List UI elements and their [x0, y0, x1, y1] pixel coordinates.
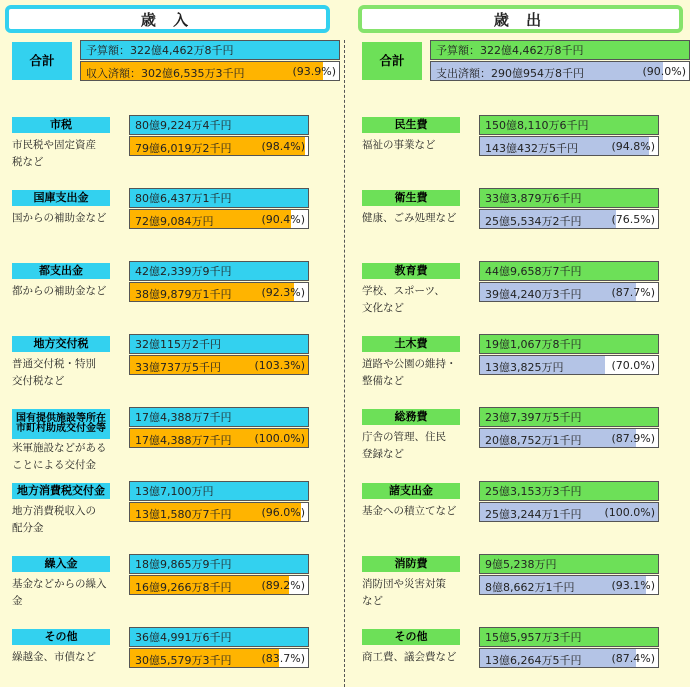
expenditure-item-3: [362, 334, 690, 390]
expenditure-settled-amount: 143億432万5千円: [485, 142, 578, 155]
revenue-budget-bar: 32億115万2千円: [129, 334, 309, 354]
revenue-category-description: 都からの補助金など: [12, 285, 107, 297]
expenditure-budget-bar: 33億3,879万6千円: [479, 188, 659, 208]
expenditure-item-1: [362, 188, 690, 244]
expenditure-category-description: 学校、スポーツ、 文化など: [362, 285, 445, 314]
revenue-category-label: 国庫支出金: [12, 190, 110, 206]
expenditure-settled-bar: [479, 428, 659, 448]
expenditure-settled-bar: [479, 575, 659, 595]
revenue-settled-amount: 16億9,266万8千円: [135, 581, 232, 594]
revenue-settled-amount: 79億6,019万2千円: [135, 142, 232, 155]
expenditure-settled-amount: 20億8,752万1千円: [485, 434, 582, 447]
expenditure-settled-amount: 13億3,825万円: [485, 361, 564, 374]
expenditure-item-0: [362, 115, 690, 171]
expenditure-settled-rate: (76.5%): [611, 213, 655, 226]
revenue-category-description: 基金などからの繰入 金: [12, 578, 107, 607]
revenue-settled-amount: 17億4,388万7千円: [135, 434, 232, 447]
revenue-category-description: 米軍施設などがある ことによる交付金: [12, 442, 107, 471]
revenue-settled-bar: [129, 355, 309, 375]
revenue-settled-rate: (100.0%): [254, 432, 305, 445]
expenditure-settled-amount: 支出済額：290億954万8千円: [436, 67, 584, 80]
revenue-settled-amount: 30億5,579万3千円: [135, 654, 232, 667]
column-divider: [344, 40, 345, 687]
revenue-settled-bar: [129, 282, 309, 302]
revenue-settled-amount: 13億1,580万7千円: [135, 508, 232, 521]
expenditure-category-label: 消防費: [362, 556, 460, 572]
expenditure-budget-bar: 44億9,658万7千円: [479, 261, 659, 281]
revenue-category-label: 地方消費税交付金: [12, 483, 110, 499]
expenditure-category-label: 教育費: [362, 263, 460, 279]
expenditure-item-2: [362, 261, 690, 317]
expenditure-settled-rate: (94.8%): [611, 140, 655, 153]
expenditure-settled-rate: (70.0%): [611, 359, 655, 372]
revenue-budget-bar: 36億4,991万6千円: [129, 627, 309, 647]
expenditure-budget-bar: 9億5,238万円: [479, 554, 659, 574]
expenditure-category-description: 道路や公園の維持・ 整備など: [362, 358, 457, 387]
expenditure-item-7: [362, 627, 690, 683]
expenditure-settled-bar: [479, 648, 659, 668]
revenue-settled-amount: 33億737万5千円: [135, 361, 221, 374]
expenditure-settled-rate: (100.0%): [604, 506, 655, 519]
expenditure-settled-bar: [430, 61, 690, 81]
expenditure-budget-bar: 23億7,397万5千円: [479, 407, 659, 427]
expenditure-settled-bar: [479, 282, 659, 302]
expenditure-settled-rate: (90.0%): [642, 65, 686, 78]
revenue-category-label: 合計: [12, 42, 72, 80]
revenue-category-label: 市税: [12, 117, 110, 133]
expenditure-settled-bar: [479, 136, 659, 156]
revenue-category-description: 地方消費税収入の 配分金: [12, 505, 96, 534]
revenue-settled-rate: (83.7%): [261, 652, 305, 665]
expenditure-budget-bar: 25億3,153万3千円: [479, 481, 659, 501]
revenue-item-3: [12, 334, 342, 390]
revenue-item-0: [12, 115, 342, 171]
revenue-settled-bar: [129, 575, 309, 595]
expenditure-category-description: 健康、ごみ処理など: [362, 212, 457, 224]
expenditure-settled-amount: 25億3,244万1千円: [485, 508, 582, 521]
expenditure-settled-amount: 39億4,240万3千円: [485, 288, 582, 301]
expenditure-budget-bar: 19億1,067万8千円: [479, 334, 659, 354]
expenditure-category-label: その他: [362, 629, 460, 645]
revenue-category-label: 都支出金: [12, 263, 110, 279]
expenditure-settled-amount: 13億6,264万5千円: [485, 654, 582, 667]
expenditure-category-description: 基金への積立てなど: [362, 505, 457, 517]
revenue-settled-amount: 収入済額：302億6,535万3千円: [86, 67, 245, 80]
revenue-category-label: その他: [12, 629, 110, 645]
expenditure-settled-amount: 8億8,662万1千円: [485, 581, 575, 594]
expenditure-settled-bar: [479, 355, 659, 375]
revenue-category-label: 国有提供施設等所在 市町村助成交付金等: [12, 409, 110, 439]
revenue-category-description: 繰越金、市債など: [12, 651, 96, 663]
revenue-settled-bar: [129, 648, 309, 668]
revenue-budget-bar: 42億2,339万9千円: [129, 261, 309, 281]
expenditure-category-label: 総務費: [362, 409, 460, 425]
revenue-item-5: [12, 481, 342, 537]
expenditure-category-label: 衛生費: [362, 190, 460, 206]
revenue-category-label: 繰入金: [12, 556, 110, 572]
revenue-settled-rate: (90.4%): [261, 213, 305, 226]
expenditure-item-5: [362, 481, 690, 537]
expenditure-settled-amount: 25億5,534万2千円: [485, 215, 582, 228]
expenditure-category-label: 民生費: [362, 117, 460, 133]
revenue-settled-rate: (89.2%): [261, 579, 305, 592]
expenditure-settled-rate: (93.1%): [611, 579, 655, 592]
revenue-budget-bar: 80億6,437万1千円: [129, 188, 309, 208]
revenue-item-7: [12, 627, 342, 683]
expenditure-total: [362, 40, 690, 96]
revenue-budget-bar: 80億9,224万4千円: [129, 115, 309, 135]
revenue-item-6: [12, 554, 342, 610]
revenue-total: [12, 40, 342, 96]
revenue-category-description: 市民税や固定資産 税など: [12, 139, 96, 168]
revenue-item-2: [12, 261, 342, 317]
expenditure-category-label: 諸支出金: [362, 483, 460, 499]
revenue-settled-rate: (98.4%): [261, 140, 305, 153]
expenditure-settled-bar: [479, 209, 659, 229]
revenue-settled-amount: 38億9,879万1千円: [135, 288, 232, 301]
revenue-settled-bar: [80, 61, 340, 81]
revenue-category-description: 国からの補助金など: [12, 212, 107, 224]
revenue-settled-bar: [129, 209, 309, 229]
expenditure-category-description: 商工費、議会費など: [362, 651, 457, 663]
expenditure-header: 歳 出: [358, 5, 683, 33]
revenue-settled-bar: [129, 136, 309, 156]
expenditure-budget-bar: 予算額：322億4,462万8千円: [430, 40, 690, 60]
expenditure-budget-bar: 150億8,110万6千円: [479, 115, 659, 135]
revenue-settled-rate: (96.0%): [261, 506, 305, 519]
revenue-category-description: 普通交付税・特別 交付税など: [12, 358, 96, 387]
expenditure-item-6: [362, 554, 690, 610]
revenue-budget-bar: 18億9,865万9千円: [129, 554, 309, 574]
expenditure-budget-bar: 15億5,957万3千円: [479, 627, 659, 647]
expenditure-category-description: 庁舎の管理、住民 登録など: [362, 431, 446, 460]
expenditure-settled-rate: (87.9%): [611, 432, 655, 445]
expenditure-settled-rate: (87.4%): [611, 652, 655, 665]
revenue-budget-bar: 予算額：322億4,462万8千円: [80, 40, 340, 60]
expenditure-category-description: 消防団や災害対策 など: [362, 578, 446, 607]
revenue-item-4: [12, 407, 342, 471]
expenditure-settled-bar: [479, 502, 659, 522]
revenue-category-label: 地方交付税: [12, 336, 110, 352]
revenue-budget-bar: 13億7,100万円: [129, 481, 309, 501]
expenditure-category-description: 福祉の事業など: [362, 139, 436, 151]
revenue-item-1: [12, 188, 342, 244]
revenue-settled-bar: [129, 502, 309, 522]
revenue-budget-bar: 17億4,388万7千円: [129, 407, 309, 427]
expenditure-item-4: [362, 407, 690, 463]
expenditure-category-label: 合計: [362, 42, 422, 80]
revenue-settled-bar: [129, 428, 309, 448]
revenue-settled-rate: (92.3%): [261, 286, 305, 299]
expenditure-settled-rate: (87.7%): [611, 286, 655, 299]
revenue-settled-rate: (103.3%): [254, 359, 305, 372]
revenue-header: 歳 入: [5, 5, 330, 33]
revenue-settled-rate: (93.9%): [292, 65, 336, 78]
revenue-settled-amount: 72億9,084万円: [135, 215, 214, 228]
expenditure-category-label: 土木費: [362, 336, 460, 352]
